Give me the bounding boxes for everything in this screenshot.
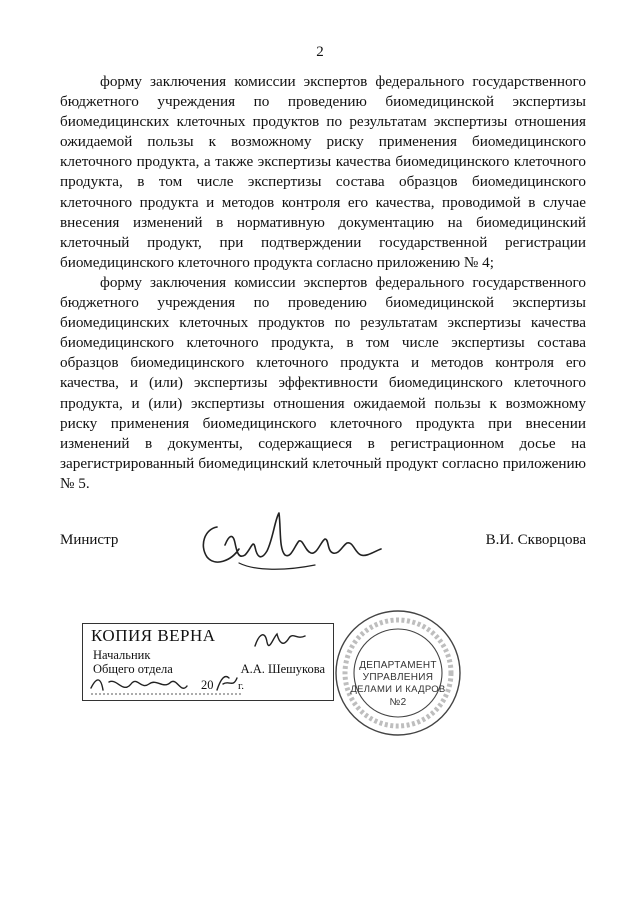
signatory-title: Министр — [60, 532, 119, 548]
paragraph-appendix-5: форму заключения комиссии экспертов федерального государственного бюджетного учреждения по проведению биомедицинской экспертизы биомедицинских клеточных продуктов по результатам экспертизы качества биомедицинского клеточного продукта, в том числе экспертизы состава образцов биомедицинского клеточного продукта и методов контроля его качества, и (или) экспертизы эффективности биомедицинского клеточного продукта, и (или) экспертизы отношения ожидаемой пользы к возможному риску применения биомедицинского клеточного продукта при внесении изменений в документы, содержащиеся в регистрационном досье на зарегистрированный биомедицинский клеточный продукт согласно приложению № 5. — [60, 273, 586, 492]
stamp-date-suffix: г. — [238, 680, 245, 692]
seal-text-line1: ДЕПАРТАМЕНТ — [359, 660, 437, 671]
document-body — [60, 72, 586, 494]
stamp-handwriting — [83, 624, 333, 700]
signatory-name: В.И. Скворцова — [485, 532, 586, 548]
stamp-date-year-prefix: 20 — [201, 678, 214, 692]
seal-text-line3: ДЕЛАМИ И КАДРОВ — [350, 684, 446, 695]
stamp-signatory-name: А.А. Шешукова — [240, 662, 325, 676]
stamp-role-line2: Общего отдела — [93, 662, 173, 676]
seal-text-line2: УПРАВЛЕНИЯ — [362, 672, 434, 683]
stamp-title: КОПИЯ ВЕРНА — [91, 626, 216, 645]
handwritten-signature — [195, 505, 385, 575]
copy-certification-stamp — [82, 623, 334, 701]
page-number: 2 — [316, 44, 324, 60]
paragraph-appendix-4: форму заключения комиссии экспертов федерального государственного бюджетного учреждения по проведению биомедицинской экспертизы биомедицинских клеточных продуктов по результатам экспертизы отношения ожидаемой пользы к возможному риску применения биомедицинского клеточного продукта, а также экспертизы качества биомедицинского клеточного продукта, в том числе экспертизы состава образцов биомедицинского клеточного продукта и методов контроля его качества, проводимой в случае внесения изменений в нормативную документацию на биомедицинский клеточный продукт, при подтверждении государственной регистрации биомедицинского клеточного продукта согласно приложению № 4; — [60, 73, 586, 271]
seal-text-line4: №2 — [389, 697, 407, 708]
stamp-role-line1: Начальник — [93, 648, 151, 662]
